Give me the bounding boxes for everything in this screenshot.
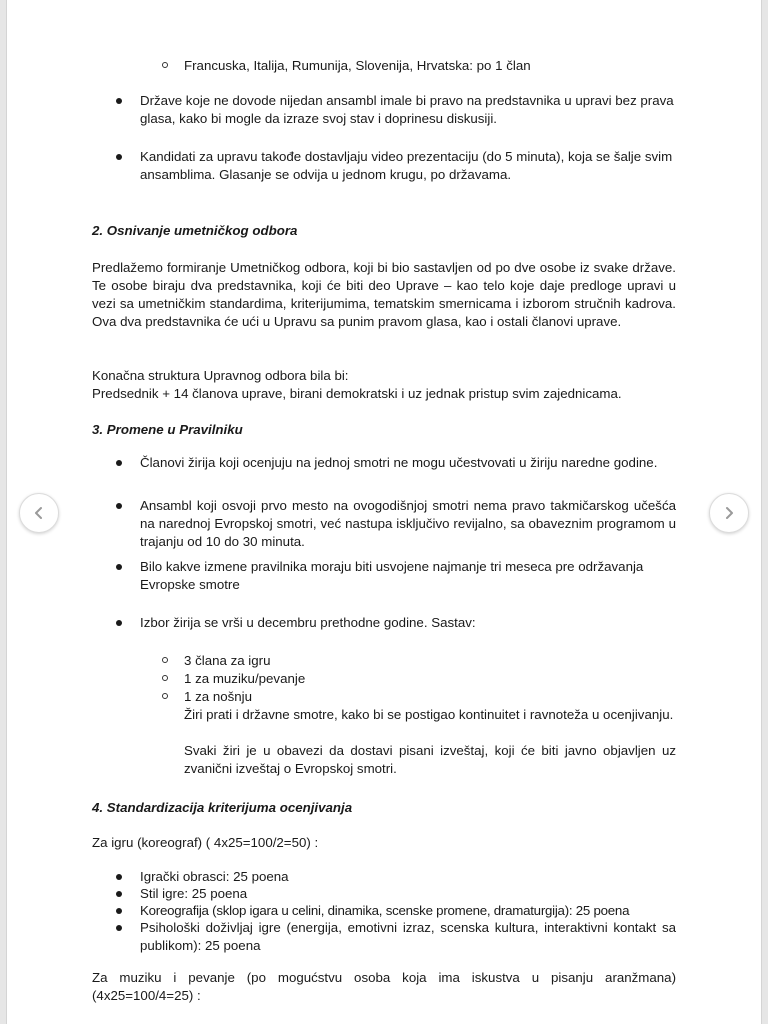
bullet-dot-icon [116, 98, 122, 104]
section-4-heading: 4. Standardizacija kriterijuma ocenjivanja [92, 800, 353, 815]
bullet-item [140, 614, 676, 632]
section-2-heading: 2. Osnivanje umetničkog odbora [92, 223, 298, 238]
bullet-text: Igrački obrasci: 25 poena [140, 869, 289, 884]
bullet-text: Izbor žirija se vrši u decembru prethodne godine. Sastav: [140, 615, 476, 630]
circle-bullet-icon [162, 657, 168, 663]
bullet-dot-icon [116, 154, 122, 160]
sub-item-country-seats [184, 57, 676, 75]
carousel-next-button[interactable] [709, 493, 749, 533]
bullet-dot-icon [116, 908, 122, 914]
jury-sub-item [184, 688, 676, 706]
chevron-left-icon [31, 505, 47, 521]
sub-item-text: 1 za muziku/pevanje [184, 671, 306, 686]
bullet-text: Članovi žirija koji ocenjuju na jednoj smotri ne mogu učestvovati u žiriju naredne godine. [140, 455, 658, 470]
section-3-heading: 3. Promene u Pravilniku [92, 422, 243, 437]
bullet-text: Bilo kakve izmene pravilnika moraju biti usvojene najmanje tri meseca pre održavanja Evropske smotre [140, 559, 644, 592]
sub-item-text: 3 člana za igru [184, 653, 271, 668]
carousel-prev-button[interactable] [19, 493, 59, 533]
bullet-text: Psihološki doživljaj igre (energija, emotivni izraz, scenska kultura, interaktivni kontakt sa publikom): 25 poena [140, 920, 676, 953]
bullet-text: Stil igre: 25 poena [140, 886, 248, 901]
bullet-dot-icon [116, 460, 122, 466]
bullet-dot-icon [116, 874, 122, 880]
bullet-text: Države koje ne dovode nijedan ansambl imale bi pravo na predstavnika u upravi bez prava glasa, kako bi mogle da izraze svoj stav i doprinesu diskusiji. [140, 93, 674, 126]
sub-item-text: 1 za nošnju [184, 689, 253, 704]
music-criteria-intro: Za muziku i pevanje (po mogućstvu osoba koja ima iskustva u pisanju aranžmana) (4x25=100/4=25) : [92, 970, 676, 1003]
circle-bullet-icon [162, 675, 168, 681]
circle-bullet-icon [162, 62, 168, 68]
bullet-item [140, 558, 676, 594]
document-page [92, 0, 676, 1024]
page-frame-left [0, 0, 7, 1024]
bullet-dot-icon [116, 620, 122, 626]
bullet-dot-icon [116, 564, 122, 570]
chevron-right-icon [721, 505, 737, 521]
bullet-item [140, 919, 676, 955]
page-frame-right [761, 0, 768, 1024]
bullet-item [140, 902, 676, 920]
jury-sub-item [184, 670, 676, 688]
bullet-text: Koreografija (sklop igara u celini, dinamika, scenske promene, dramaturgija): 25 poena [140, 903, 630, 918]
structure-line-2: Predsednik + 14 članova uprave, birani demokratski i uz jednak pristup svim zajednicama. [92, 386, 622, 401]
circle-bullet-icon [162, 693, 168, 699]
bullet-text: Kandidati za upravu takođe dostavljaju video prezentaciju (do 5 minuta), koja se šalje svim ansamblima. Glasanje se odvija u jednom krugu, po državama. [140, 149, 673, 182]
bullet-dot-icon [116, 925, 122, 931]
bullet-item [140, 454, 676, 472]
jury-sub-item [184, 652, 676, 670]
bullet-item [140, 868, 676, 886]
dance-criteria-intro: Za igru (koreograf) ( 4x25=100/2=50) : [92, 835, 319, 850]
bullet-item [140, 148, 676, 184]
sub-item-text: Francuska, Italija, Rumunija, Slovenija, Hrvatska: po 1 član [184, 58, 531, 73]
jury-note-1: Žiri prati i državne smotre, kako bi se postigao kontinuitet i ravnoteža u ocenjivanju. [184, 707, 674, 722]
bullet-text: Ansambl koji osvoji prvo mesto na ovogodišnjoj smotri nema pravo takmičarskog učešća na narednoj Evropskoj smotri, već nastupa isključivo revijalno, sa obaveznim programom u trajanju od 10 do 30 minuta. [140, 498, 676, 549]
bullet-dot-icon [116, 503, 122, 509]
bullet-dot-icon [116, 891, 122, 897]
jury-note-2: Svaki žiri je u obavezi da dostavi pisani izveštaj, koji će biti javno objavljen uz zvanični izveštaj o Evropskoj smotri. [184, 743, 676, 776]
bullet-item [140, 497, 676, 551]
section-2-paragraph: Predlažemo formiranje Umetničkog odbora, koji bi bio sastavljen od po dve osobe iz svake države. Te osobe biraju dva predstavnika, koji će biti deo Uprave – kao telo koje daje predloge upravi u vezi sa umetničkim standardima, kriterijumima, tematskim smernicama i izborom stručnih kadrova. Ova dva predstavnika će ući u Upravu sa punim pravom glasa, kao i ostali članovi uprave. [92, 260, 676, 329]
bullet-item [140, 92, 676, 128]
bullet-item [140, 885, 676, 903]
structure-line-1: Konačna struktura Upravnog odbora bila bi: [92, 368, 349, 383]
